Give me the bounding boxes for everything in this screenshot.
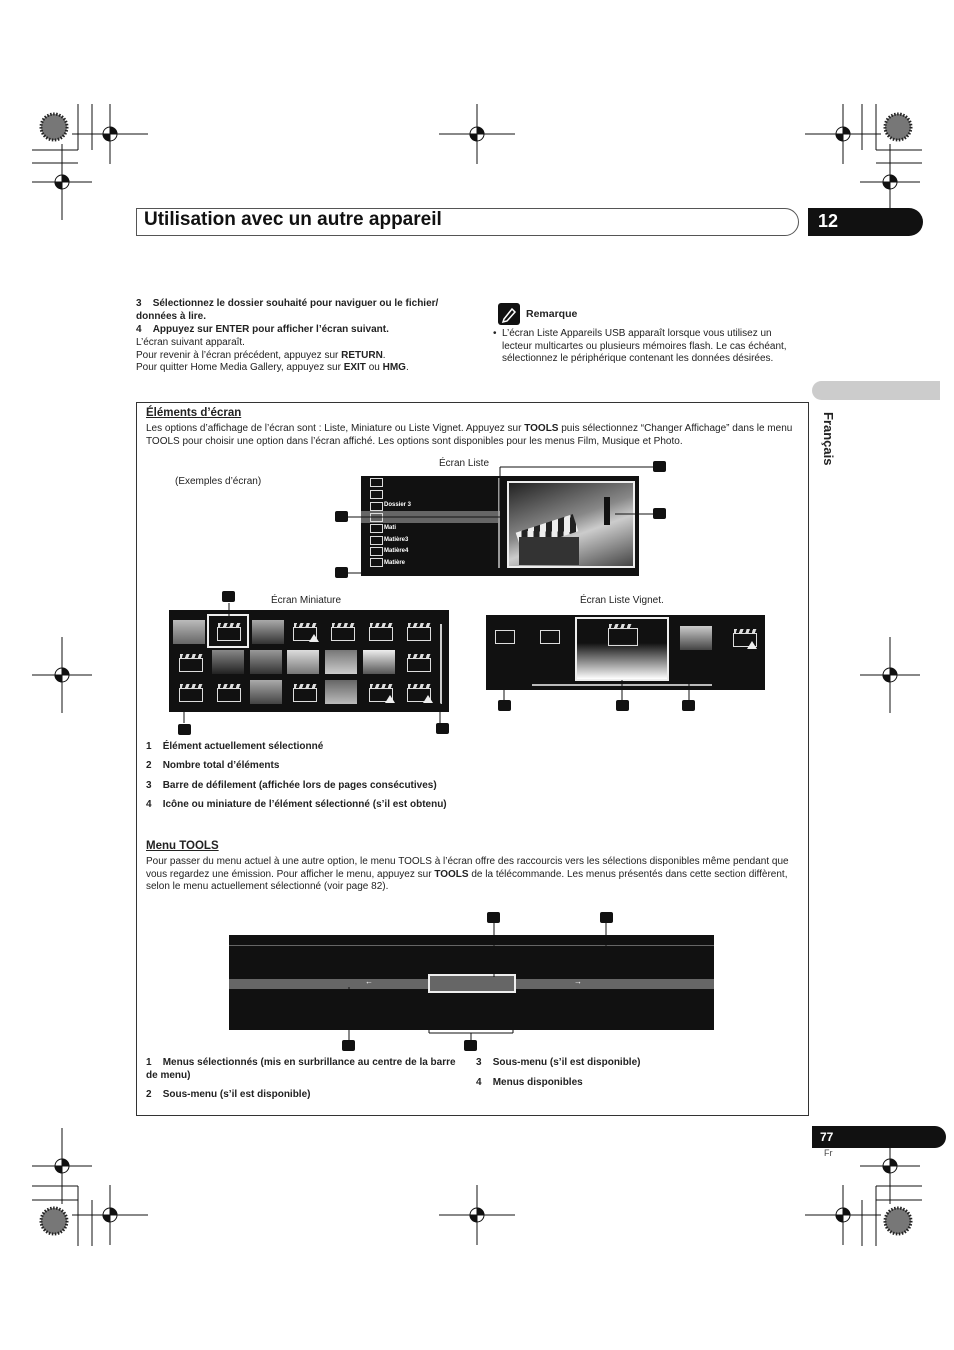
- callout-marker: [600, 912, 613, 923]
- callout-marker: [335, 567, 348, 578]
- tools-heading: Menu TOOLS: [146, 840, 219, 852]
- note-icon: [498, 303, 520, 325]
- callout-marker: [616, 700, 629, 711]
- photo-thumbnail[interactable]: [680, 626, 712, 650]
- step-4-detail: L’écran suivant apparaît. Pour revenir à l’écran précédent, appuyez sur RETURN. Pour quitter Home Media Gallery, appuyez sur EXIT ou HMG.: [136, 337, 409, 373]
- callout-marker: [653, 461, 666, 472]
- list-row[interactable]: Matière: [384, 560, 406, 566]
- list-row[interactable]: Matière4: [384, 548, 409, 554]
- folder-icon[interactable]: [495, 630, 515, 644]
- callout-marker: [682, 700, 695, 711]
- tools-right-arrow[interactable]: →: [574, 977, 582, 986]
- language-label: Français: [821, 412, 836, 466]
- callout-marker: [653, 508, 666, 519]
- step-4: 4 Appuyez sur ENTER pour afficher l’écran suivant.: [136, 324, 389, 335]
- chapter-title: Utilisation avec un autre appareil: [144, 209, 442, 230]
- list-leader-lines: [330, 455, 670, 585]
- list-row[interactable]: Mati: [384, 525, 396, 531]
- list-screen-label: Écran Liste: [439, 458, 490, 469]
- list-row[interactable]: Matière3: [384, 537, 409, 543]
- tools-legend-item: 1 Menus sélectionnés (mis en surbrillance au centre de la barre de menu): [146, 1057, 456, 1081]
- callout-marker: [464, 1040, 477, 1051]
- callout-marker: [436, 723, 449, 734]
- elements-legend-item: 4 Icône ou miniature de l’élément sélectionné (s’il est obtenu): [146, 799, 447, 810]
- tools-legend-item: 4 Menus disponibles: [476, 1077, 583, 1088]
- note-bullet: •: [493, 328, 497, 339]
- miniature-leader-lines: [170, 595, 460, 735]
- examples-label: (Exemples d’écran): [175, 476, 262, 487]
- language-tab: [812, 381, 940, 400]
- note-title: Remarque: [526, 308, 578, 320]
- callout-marker: [487, 912, 500, 923]
- elements-heading: Éléments d’écran: [146, 407, 242, 419]
- folder-icon[interactable]: [540, 630, 560, 644]
- elements-legend-item: 2 Nombre total d’éléments: [146, 760, 280, 771]
- chapter-number: 12: [808, 208, 923, 236]
- elements-legend-item: 3 Barre de défilement (affichée lors de pages consécutives): [146, 780, 437, 791]
- tools-left-arrow[interactable]: ←: [365, 977, 373, 986]
- note-text: L’écran Liste Appareils USB apparaît lorsque vous utilisez un lecteur multicartes ou plusieurs mémoires flash. Le cas échéant, sélectionnez le périphérique contenant les données désirées.: [502, 328, 787, 364]
- vignet-leader-lines: [490, 680, 700, 710]
- callout-marker: [178, 724, 191, 735]
- elements-legend-item: 1 Élément actuellement sélectionné: [146, 741, 324, 752]
- tools-intro: Pour passer du menu actuel à une autre option, le menu TOOLS à l’écran offre des raccourcis vers les sélections disponibles même pendant que vous regardez une émission. Pour afficher le menu, appuyez sur TOOLS de la télécommande. Les menus présentés dans cette section diffèrent, selon le menu actuellement sélectionné (voir page 82).: [146, 856, 789, 892]
- language-code: Fr: [824, 1148, 833, 1158]
- step-3: 3 Sélectionnez le dossier souhaité pour naviguer ou le fichier/ données à lire.: [136, 298, 439, 322]
- tools-legend-item: 2 Sous-menu (s’il est disponible): [146, 1089, 311, 1100]
- page-number: 77: [812, 1126, 946, 1148]
- callout-marker: [498, 700, 511, 711]
- callout-marker: [342, 1040, 355, 1051]
- elements-intro: Les options d’affichage de l’écran sont : Liste, Miniature ou Liste Vignet. Appuyez sur TOOLS puis sélectionnez “Changer Affichage” dans le menu TOOLS pour choisir une option dans l’écran affiché. Les options sont disponibles pour les menus Film, Musique et Photo.: [146, 423, 793, 447]
- list-row[interactable]: Dossier 3: [384, 502, 412, 508]
- tools-legend-item: 3 Sous-menu (s’il est disponible): [476, 1057, 641, 1068]
- tools-leader-lines: [340, 915, 620, 1055]
- miniature-screen-label: Écran Miniature: [271, 595, 342, 606]
- callout-marker: [335, 511, 348, 522]
- warning-icon: [747, 641, 757, 649]
- vignet-screen-label: Écran Liste Vignet.: [580, 595, 664, 606]
- movie-icon: [608, 628, 638, 646]
- callout-marker: [222, 591, 235, 602]
